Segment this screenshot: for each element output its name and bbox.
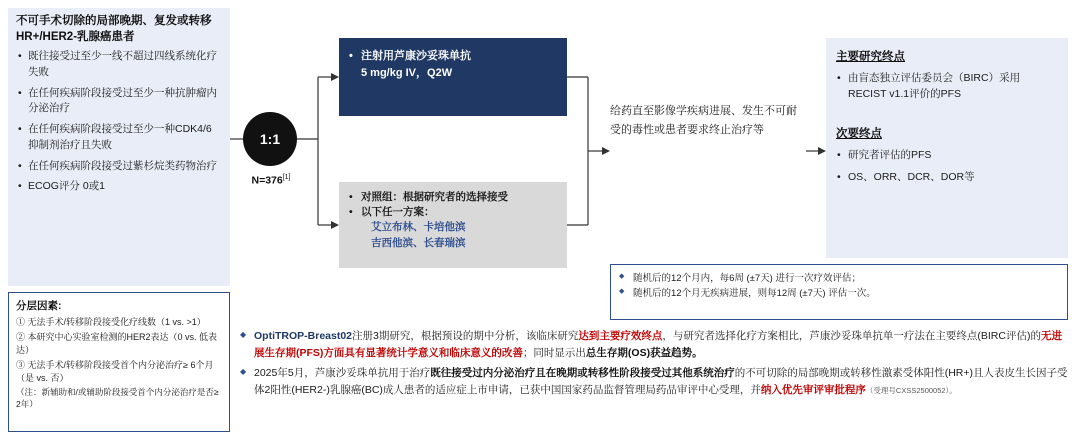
list-item: • 由盲态独立评估委员会（BIRC）采用RECIST v1.1评价的PFS [836, 70, 1058, 103]
experimental-arm-dose: 5 mg/kg IV，Q2W [361, 66, 453, 79]
experimental-arm-box [339, 38, 567, 116]
summary-text: 2025年5月，芦康沙妥珠单抗用于治疗 [254, 367, 431, 379]
summary-text: 的不可切除的局部晚期或转移性激素受体阳性(HR+)且人表皮生长因子受体2阳性(HER2-)乳腺癌(BC)成人患者的适应症上市申请，已获中国国家药品监督管理局药品审评中心受理，并 [254, 367, 1068, 396]
list-item: • ECOG评分 0或1 [16, 179, 222, 195]
control-arm-drugs-line1: 艾立布林、卡培他滨 [371, 221, 466, 234]
assessment-schedule-box [610, 264, 1068, 320]
list-item: • OS、ORR、DCR、DOR等 [836, 169, 1058, 185]
list-item: • 在任何疾病阶段接受过至少一种抗肿瘤内分泌治疗 [16, 86, 222, 118]
control-arm-subtitle [349, 205, 557, 220]
list-item: • 在任何疾病阶段接受过至少一种CDK4/6抑制剂治疗且失败 [16, 122, 222, 154]
summary-highlight: 既往接受过内分泌治疗且在晚期或转移性阶段接受过其他系统治疗 [430, 367, 735, 379]
summary-footnote: （受理号CXSS2500052）。 [865, 386, 957, 395]
assessment-item: ◆ 随机后的12个月内，每6周 (±7天) 进行一次疗效评估； [619, 271, 1059, 286]
sample-size-footnote: [1] [282, 174, 291, 181]
summary-highlight: 总生存期(OS)获益趋势。 [585, 347, 703, 359]
sample-size-label: N=376 [251, 174, 283, 187]
stratification-item: ② 本研究中心实验室检测的HER2表达（0 vs. 低表达） [16, 332, 218, 356]
study-name: OptiTROP-Breast02 [254, 330, 353, 342]
primary-endpoint-title: 主要研究终点 [836, 51, 905, 63]
randomization-sample-size [234, 174, 308, 187]
population-title: 不可手术切除的局部晚期、复发或转移HR+/HER2-乳腺癌患者 [16, 15, 212, 43]
population-criteria-list [16, 49, 222, 195]
secondary-endpoint-list [836, 147, 1058, 186]
endpoints-box [826, 38, 1068, 258]
treatment-duration-text: 给药直至影像学疾病进展、发生不可耐受的毒性或患者要求终止治疗等 [610, 105, 797, 137]
primary-endpoint-list [836, 70, 1058, 103]
summary-highlight: 达到主要疗效终点 [578, 330, 663, 342]
secondary-endpoint-title: 次要终点 [836, 127, 882, 140]
stratification-box [8, 292, 230, 432]
summary-highlight: 纳入优先审评审批程序 [760, 384, 866, 396]
population-box [8, 8, 230, 286]
experimental-arm-drug: • 注射用芦康沙妥珠单抗 [349, 48, 557, 65]
summary-text: ；同时显示出 [522, 347, 586, 359]
list-item: • 研究者评估的PFS [836, 147, 1058, 163]
randomization-ratio-badge: 1:1 [243, 112, 297, 166]
stratification-item: ① 无法手术/转移阶段接受化疗线数（1 vs. >1） [16, 317, 206, 327]
summary-section [240, 328, 1070, 402]
summary-text: 注册3期研究，根据预设的期中分析，该临床研究 [352, 330, 579, 342]
stratification-note: （注：新辅助和/或辅助阶段接受首个内分泌治疗是否≥ 2年） [16, 387, 219, 410]
stratification-item: ③ 无法手术/转移阶段接受首个内分泌治疗≥ 6个月（是 vs. 否） [16, 360, 214, 384]
list-item: • 在任何疾病阶段接受过紫杉烷类药物治疗 [16, 159, 222, 175]
control-arm-drugs-line2: 吉西他滨、长春瑞滨 [371, 237, 466, 250]
stratification-title: 分层因素: [16, 300, 62, 312]
assessment-item: ◆ 随机后的12个月无疾病进展，则每12周 (±7天) 评估一次。 [619, 286, 1059, 301]
control-arm-subtitle-text: 以下任一方案： [361, 206, 435, 219]
control-arm-title: • 对照组：根据研究者的选择接受 [349, 190, 557, 205]
summary-text: ，与研究者选择化疗方案相比，芦康沙妥珠单抗单一疗法在主要终点(BIRC评估)的 [662, 330, 1041, 342]
summary-paragraph-1 [240, 328, 1070, 362]
list-item: • 既往接受过至少一线不超过四线系统化疗失败 [16, 49, 222, 81]
control-arm-box [339, 182, 567, 268]
summary-highlight: 无进展生存期(PFS)方面具有显著统计学意义和临床意义的改善 [254, 330, 1062, 359]
summary-paragraph-2 [240, 365, 1070, 399]
